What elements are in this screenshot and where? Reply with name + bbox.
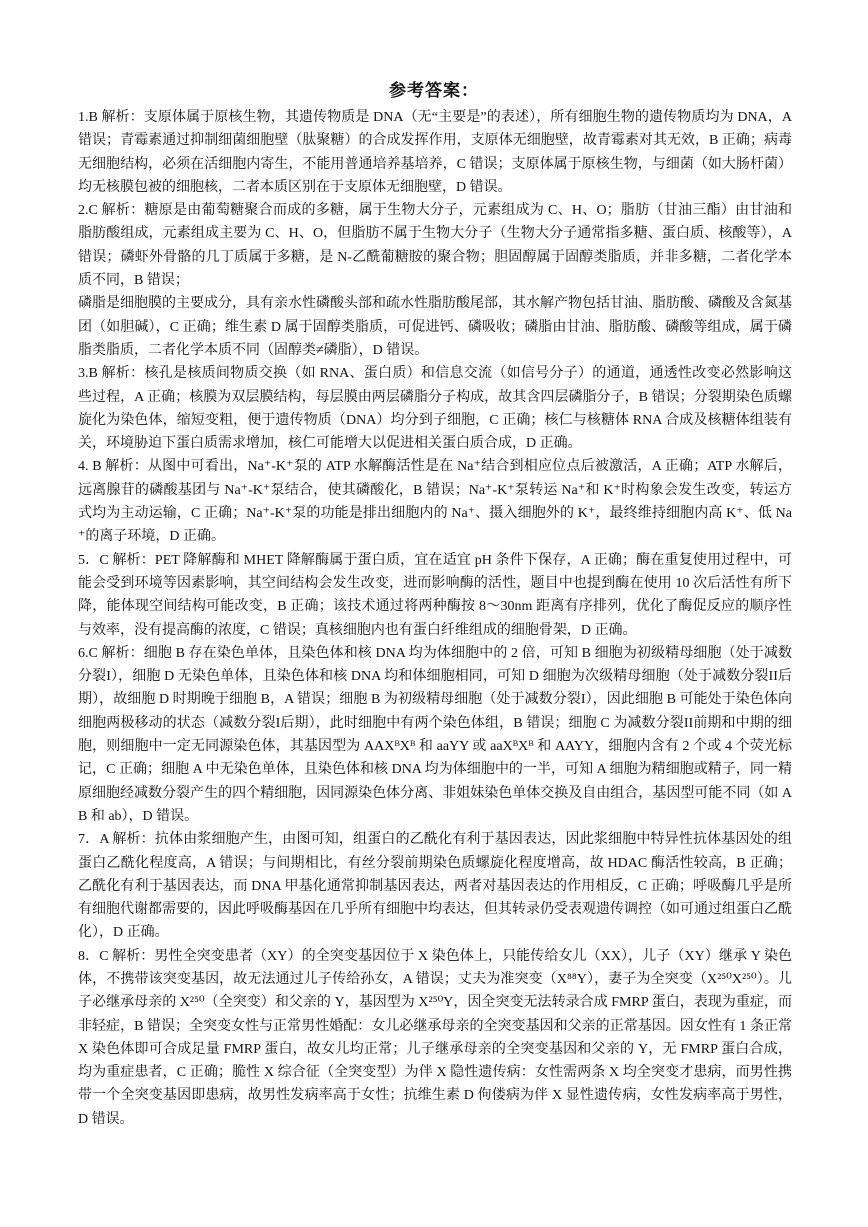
- answer-2: 2.C 解析：糖原是由葡萄糖聚合而成的多糖，属于生物大分子，元素组成为 C、H、O；脂肪（甘油三酯）由甘油和脂肪酸组成，元素组成主要为 C、H、O，但脂肪不属于生物大分子（生物大分子通常指多糖、蛋白质、核酸等），A 错误；磷虾外骨骼的几丁质属于多糖，是 N-乙酰葡糖胺的聚合物；胆固醇属于固醇类脂质，并非多糖，二者化学本质不同，B 错误；: [78, 203, 792, 289]
- answer-1: 1.B 解析：支原体属于原核生物，其遗传物质是 DNA（无“主要是”的表述），所有细胞生物的遗传物质均为 DNA，A 错误；青霉素通过抑制细菌细胞壁（肽聚糖）的合成发挥作用，支原体无细胞壁，故青霉素对其无效，B 正确；病毒无细胞结构，必须在活细胞内寄生，不能用普通培养基培养，C 错误；支原体属于原核生物，与细菌（如大肠杆菌）均无核膜包被的细胞核，二者本质区别在于支原体无细胞壁，D 错误。: [78, 110, 792, 195]
- answer-2-continued: 磷脂是细胞膜的主要成分，具有亲水性磷酸头部和疏水性脂肪酸尾部，其水解产物包括甘油、脂肪酸、磷酸及含氮基团（如胆碱），C 正确；维生素 D 属于固醇类脂质，可促进钙、磷吸收；磷脂由甘油、脂肪酸、磷酸等组成，属于磷脂类脂质，二者化学本质不同（固醇类≠磷脂），D 错误。: [78, 296, 792, 358]
- answer-3: 3.B 解析：核孔是核质间物质交换（如 RNA、蛋白质）和信息交流（如信号分子）的通道，通透性改变必然影响这些过程，A 正确；核膜为双层膜结构，每层膜由两层磷脂分子构成，故其含四层磷脂分子，B 错误；分裂期染色质螺旋化为染色体，缩短变粗，便于遗传物质（DNA）均分到子细胞，C 正确；核仁与核糖体 RNA 合成及核糖体组装有关，环境胁迫下蛋白质需求增加，核仁可能增大以促进相关蛋白质合成，D 正确。: [78, 366, 792, 452]
- answer-6: 6.C 解析：细胞 B 存在染色单体，且染色体和核 DNA 均为体细胞中的 2 倍，可知 B 细胞为初级精母细胞（处于减数分裂I），细胞 D 无染色单体，且染色体和核 DNA 均和体细胞相同，可知 D 细胞为次级精母细胞（处于减数分裂II后期），故细胞 D 时期晚于细胞 B，A 错误；细胞 B 为初级精母细胞（处于减数分裂I），因此细胞 B 可能处于染色体向细胞两极移动的状态（减数分裂I后期），此时细胞中有两个染色体组，B 错误；细胞 C 为减数分裂II前期和中期的细胞，则细胞中一定无同源染色体，其基因型为 AAXᴮXᴮ 和 aaYY 或 aaXᴮXᴮ 和 AAYY，细胞内含有 2 个或 4 个荧光标记，C 正确；细胞 A 中无染色单体，且染色体和核 DNA 均为体细胞中的一半，可知 A 细胞为精细胞或精子，同一精原细胞经减数分裂产生的四个精细胞，因同源染色体分离、非姐妹染色单体交换及自由组合，基因型可能不同（如 AB 和 ab），D 错误。: [78, 645, 792, 824]
- answer-7: 7．A 解析：抗体由浆细胞产生，由图可知，组蛋白的乙酰化有利于基因表达，因此浆细胞中特异性抗体基因处的组蛋白乙酰化程度高，A 错误；与间期相比，有丝分裂前期染色质螺旋化程度增高，故 HDAC 酶活性较高，B 正确；乙酰化有利于基因表达，而 DNA 甲基化通常抑制基因表达，两者对基因表达的作用相反，C 正确；呼吸酶几乎是所有细胞代谢都需要的，因此呼吸酶基因在几乎所有细胞中均表达，但其转录仍受表观遗传调控（如可通过组蛋白乙酰化），D 正确。: [78, 832, 792, 941]
- answer-5: 5．C 解析：PET 降解酶和 MHET 降解酶属于蛋白质，宜在适宜 pH 条件下保存，A 正确；酶在重复使用过程中，可能会受到环境等因素影响，其空间结构会发生改变，进而影响酶的活性，题目中也提到酶在使用 10 次后活性有所下降，能体现空间结构可能改变，B 正确；该技术通过将两种酶按 8～30nm 距离有序排列，优化了酶促反应的顺序性与效率，没有提高酶的浓度，C 错误；真核细胞内也有蛋白纤维组成的细胞骨架，D 正确。: [78, 552, 792, 638]
- answer-list: [78, 106, 792, 1131]
- answer-8: 8．C 解析：男性全突变患者（XY）的全突变基因位于 X 染色体上，只能传给女儿（XX），儿子（XY）继承 Y 染色体，不携带该突变基因，故无法通过儿子传给孙女，A 错误；丈夫为准突变（X⁸⁸Y），妻子为全突变（X²⁵⁰X²⁵⁰）。儿子必继承母亲的 X²⁵⁰（全突变）和父亲的 Y，基因型为 X²⁵⁰Y，因全突变无法转录合成 FMRP 蛋白，表现为重症，而非轻症，B 错误；全突变女性与正常男性婚配：女儿必继承母亲的全突变基因和父亲的正常基因。因女性有 1 条正常 X 染色体即可合成足量 FMRP 蛋白，故女儿均正常；儿子继承母亲的全突变基因和父亲的 Y，无 FMRP 蛋白合成，均为重症患者，C 正确；脆性 X 综合征（全突变型）为伴 X 隐性遗传病：女性需两条 X 均全突变才患病，而男性携带一个全突变基因即患病，故男性发病率高于女性；抗维生素 D 佝偻病为伴 X 显性遗传病，女性发病率高于男性，D 错误。: [78, 948, 792, 1127]
- answer-4: 4. B 解析：从图中可看出，Na⁺-K⁺泵的 ATP 水解酶活性是在 Na⁺结合到相应位点后被激活，A 正确；ATP 水解后，远离腺苷的磷酸基团与 Na⁺-K⁺泵结合，使其磷酸化，B 错误；Na⁺-K⁺泵转运 Na⁺和 K⁺时构象会发生改变，转运方式均为主动运输，C 正确；Na⁺-K⁺泵的功能是排出细胞内的 Na⁺、摄入细胞外的 K⁺，最终维持细胞内高 K⁺、低 Na⁺的离子环境，D 正确。: [78, 459, 792, 545]
- page-title: 参考答案：: [389, 81, 479, 101]
